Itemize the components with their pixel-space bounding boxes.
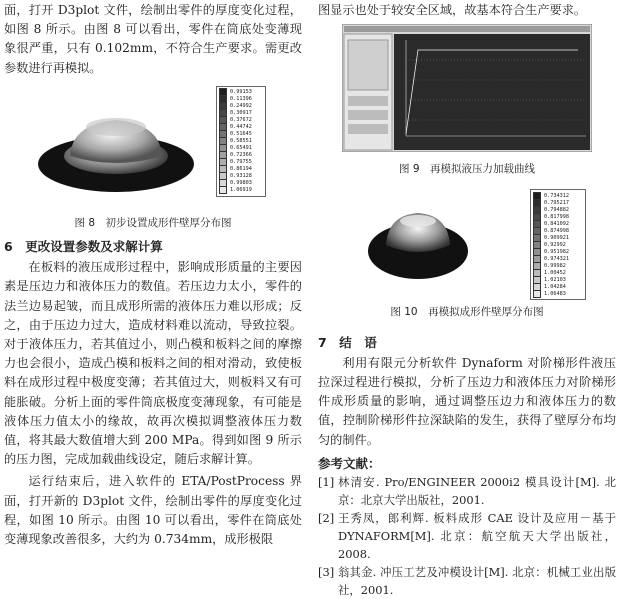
legend-value: 0.93128 [230, 173, 252, 180]
figure-10-caption: 图 10 再模拟成形件壁厚分布图 [390, 306, 544, 319]
legend-value: 0.65491 [230, 145, 252, 152]
figure-9-screenshot [342, 24, 592, 152]
legend-value: 0.72366 [230, 152, 252, 159]
legend-value: 0.11396 [230, 96, 252, 103]
legend-value: 0.909921 [544, 234, 569, 241]
legend-value: 0.951982 [544, 248, 569, 255]
legend-value: 0.51645 [230, 131, 252, 138]
legend-value: 0.99803 [230, 180, 252, 187]
figure-9 [318, 24, 616, 152]
reference-item [318, 563, 616, 599]
section-6-paragraph-1: 在板料的液压成形过程中，影响成形质量的主要因素是压边力和液体压力的数值。若压边力太小，零件的法兰边易起皱，而且成形所需的液体压力难以形成；反之，由于压边力过大，造成材料难以流动，导致拉裂。对于液体压力，若其值过小，则凸模和板料之间的摩擦力也会很小，造成凸模和板料之间的相对滑动，致使板料在成形过程中极度变薄；若其值过大，则板料又有可能胀破。分析上面的零件筒底极度变薄现象，有可能是液体压力值太小的缘故，故再次模拟调整液体压力数值，将其最大数值增大到 200 MPa。得到如图 9 所示的压力图，完成加载曲线设定，随后求解计算。 [4, 260, 302, 467]
legend-entry [217, 187, 265, 194]
section-7-paragraph: 利用有限元分析软件 Dynaform 对阶梯形件液压拉深过程进行模拟，分析了压边力和液体压力对阶梯形件成形质量的影响，通过调整压边力和液体压力的数值，控制阶梯形件拉深缺陷的发生，获得了壁厚分布均匀的制件。 [318, 355, 616, 447]
legend-value: 0.794882 [544, 206, 569, 213]
left-column [4, 0, 302, 549]
legend-swatch [533, 290, 541, 298]
legend-value: 0.795217 [544, 199, 569, 206]
legend-value: 1.02103 [544, 276, 566, 283]
left-paragraph-top: 面，打开 D3plot 文件，绘制出零件的厚度变化过程，如图 8 所示。由图 8 可以看出，零件在筒底处变薄现象很严重，只有 0.102mm，不符合生产要求。需更改参数进行再模拟。 [4, 3, 302, 75]
reference-item [318, 473, 616, 509]
section-7-title: 7 结 语 [318, 334, 377, 350]
references-title: 参考文献： [318, 455, 381, 471]
right-paragraph-top: 图显示也处于较安全区域，故基本符合生产要求。 [318, 3, 587, 17]
figure-8 [4, 82, 302, 206]
legend-value: 0.44742 [230, 124, 252, 131]
reference-text: 翁其金. 冲压工艺及冲模设计[M]. 北京：机械工业出版社，2001. [338, 565, 616, 598]
legend-value: 1.04284 [544, 283, 566, 290]
legend-value: 0.37672 [230, 117, 252, 124]
figure-10 [318, 187, 616, 297]
legend-value: 0.58551 [230, 138, 252, 145]
legend-value: 0.974321 [544, 255, 569, 262]
section-6-paragraph-2: 运行结束后，进入软件的 ETA/PostProcess 界面，打开新的 D3plot 文件，绘制出零件的厚度变化过程，如图 10 所示。由图 10 可以看出，零件在筒底处变薄现象改善很多，大约为 0.734mm，成形极限 [4, 474, 302, 547]
legend-value: 0.874998 [544, 227, 569, 234]
section-6-title: 6 更改设置参数及求解计算 [4, 239, 163, 255]
reference-number: [2] [318, 511, 335, 526]
reference-number: [3] [318, 565, 335, 580]
legend-value: 1.06483 [544, 290, 566, 297]
legend-value: 0.86194 [230, 166, 252, 173]
reference-item [318, 509, 616, 563]
legend-value: 0.841092 [544, 220, 569, 227]
legend-value: 1.06919 [230, 187, 252, 194]
legend-value: 0.99153 [230, 89, 252, 96]
references-list [318, 473, 616, 599]
legend-value: 0.24992 [230, 103, 252, 110]
figure-8-caption: 图 8 初步设置成形件壁厚分布图 [74, 216, 232, 229]
legend-value: 0.817998 [544, 213, 569, 220]
figure-10-legend [530, 189, 586, 300]
legend-value: 0.79755 [230, 159, 252, 166]
reference-text: 林清安. Pro/ENGINEER 2000i2 模具设计[M]. 北京：北京大学出版社，2001. [338, 475, 616, 508]
right-column [318, 0, 616, 599]
legend-value: 0.30917 [230, 110, 252, 117]
figure-8-legend [216, 86, 266, 197]
legend-value: 0.99982 [544, 262, 566, 269]
legend-value: 0.92992 [544, 241, 566, 248]
legend-swatch [219, 186, 227, 194]
reference-number: [1] [318, 475, 335, 490]
legend-value: 0.734312 [544, 192, 569, 199]
legend-entry [531, 290, 585, 297]
legend-value: 1.00452 [544, 269, 566, 276]
figure-9-caption: 图 9 再模拟液压力加载曲线 [398, 163, 536, 176]
reference-text: 王秀凤，郎利辉. 板料成形 CAE 设计及应用－基于 DYNAFORM[M]. 北京：航空航天大学出版社，2008. [338, 511, 616, 562]
